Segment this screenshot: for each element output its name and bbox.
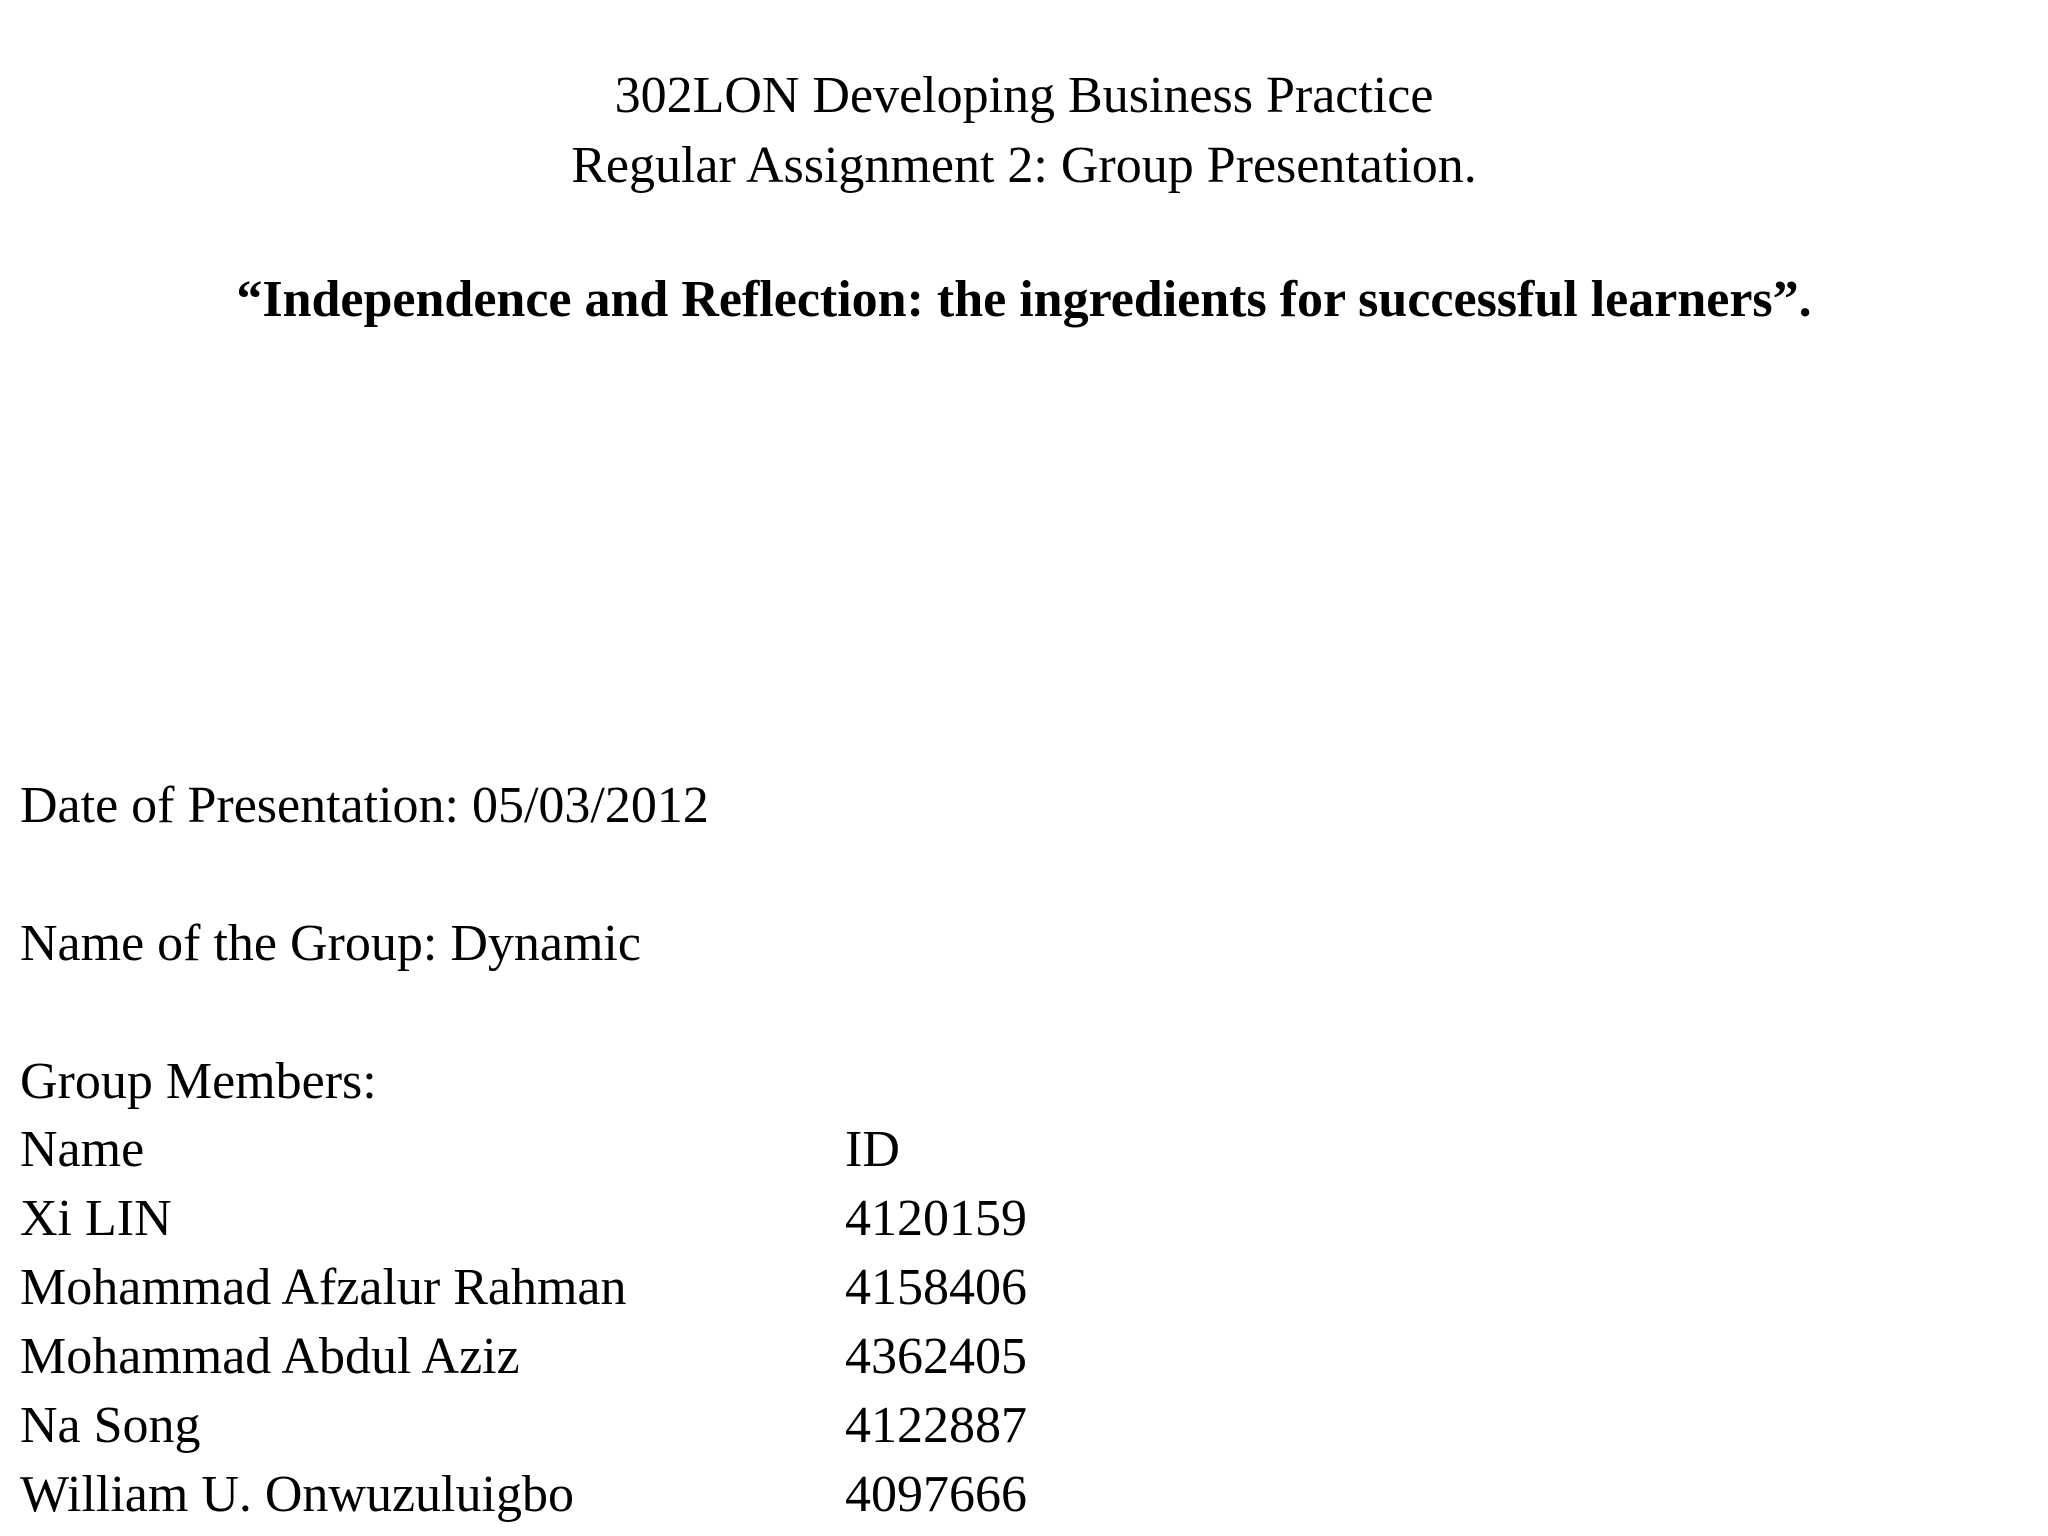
member-id: 4097666 — [845, 1466, 1027, 1523]
member-id: 4362405 — [845, 1328, 1027, 1385]
member-name: Xi LIN — [20, 1190, 172, 1247]
members-table-header — [20, 1118, 1145, 1187]
member-name: Na Song — [20, 1397, 201, 1454]
member-id: 4120159 — [845, 1190, 1027, 1247]
member-name: Mohammad Afzalur Rahman — [20, 1259, 627, 1316]
group-name: Name of the Group: Dynamic — [20, 915, 641, 972]
table-row — [20, 1325, 1145, 1394]
table-row — [20, 1187, 1145, 1256]
members-table — [20, 1118, 1145, 1532]
member-name: William U. Onwuzuluigbo — [20, 1466, 574, 1523]
members-heading: Group Members: — [20, 1053, 377, 1110]
table-row — [20, 1394, 1145, 1463]
assignment-title: Regular Assignment 2: Group Presentation. — [571, 137, 1477, 194]
table-row — [20, 1463, 1145, 1532]
course-title: 302LON Developing Business Practice — [614, 67, 1434, 124]
column-header-name: Name — [20, 1121, 145, 1178]
member-name: Mohammad Abdul Aziz — [20, 1328, 520, 1385]
member-id: 4158406 — [845, 1259, 1027, 1316]
table-row — [20, 1256, 1145, 1325]
member-id: 4122887 — [845, 1397, 1027, 1454]
presentation-date: Date of Presentation: 05/03/2012 — [20, 777, 709, 834]
presentation-title: “Independence and Reflection: the ingredients for successful learners”. — [236, 271, 1812, 328]
column-header-id: ID — [845, 1121, 900, 1178]
